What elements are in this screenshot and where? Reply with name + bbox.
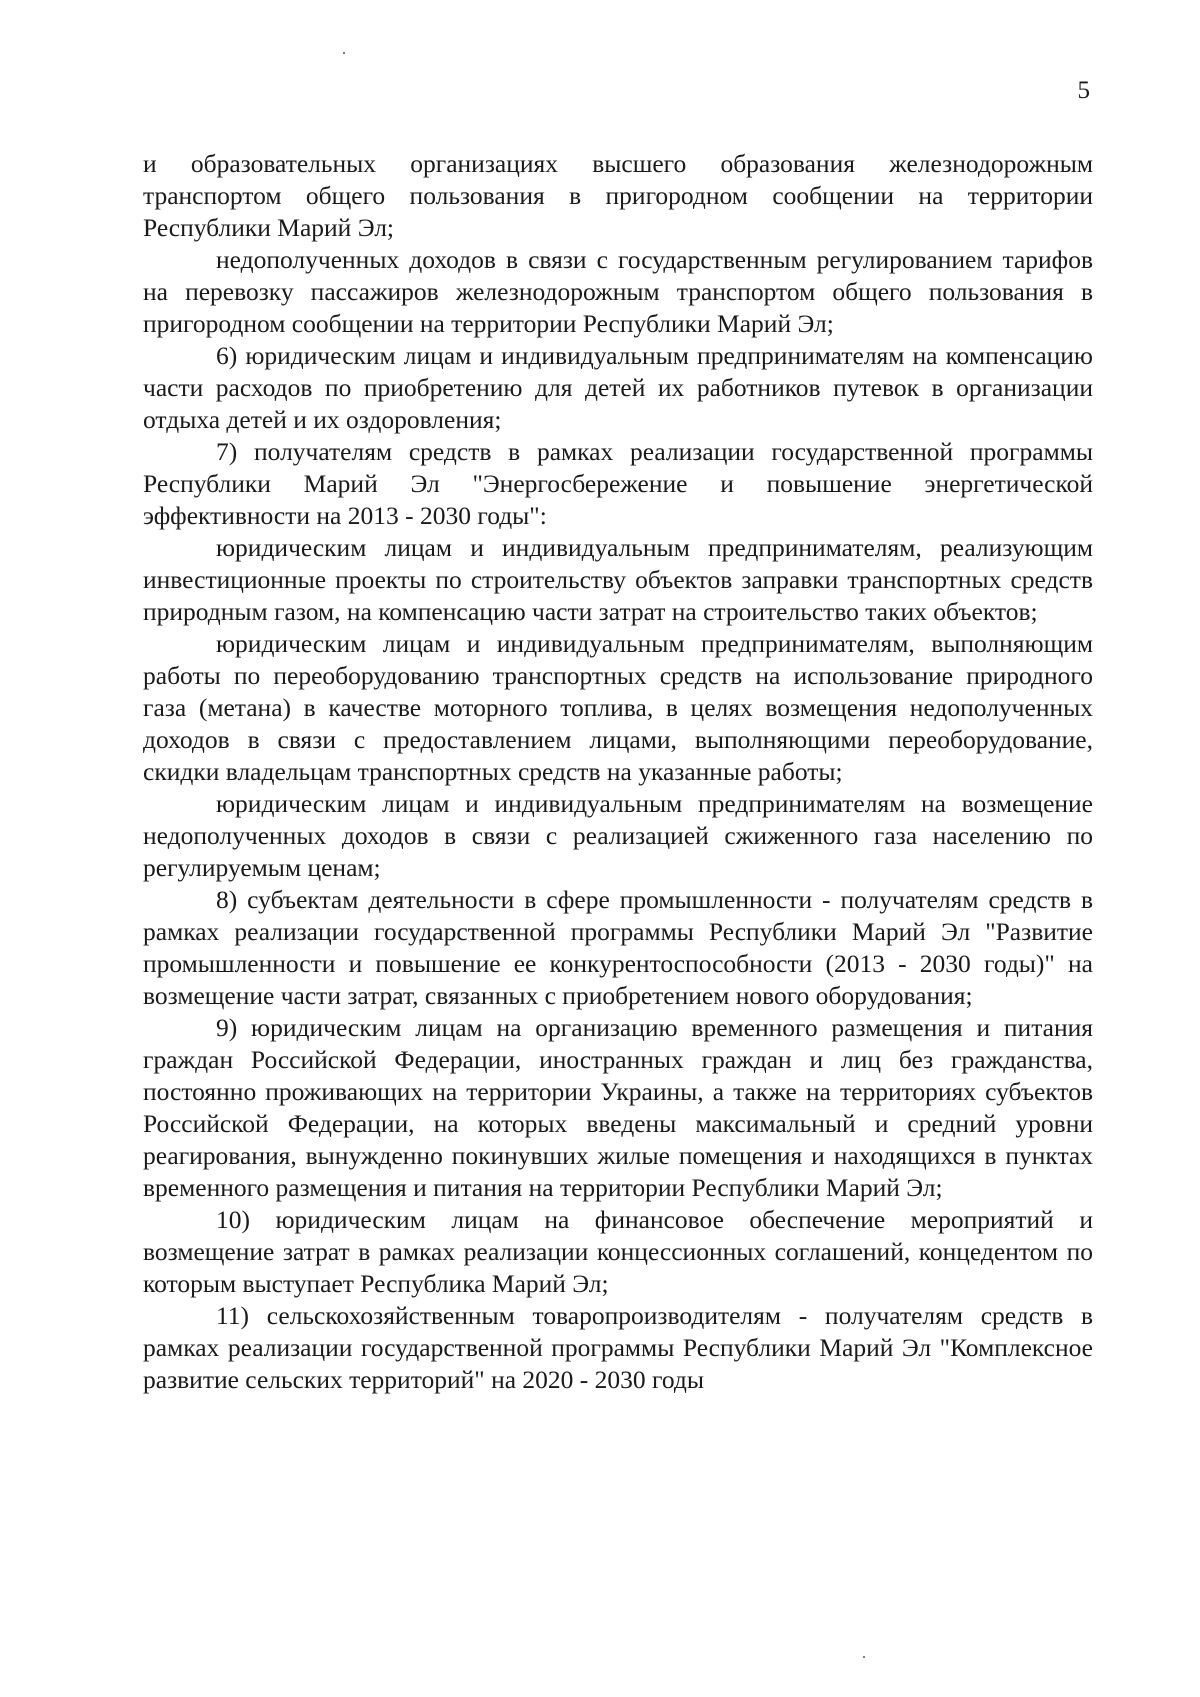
scan-speck	[343, 52, 345, 54]
paragraph: юридическим лицам и индивидуальным предпринимателям на возмещение недополученных доходов в связи с реализацией сжиженного газа населению по регулируемым ценам;	[143, 789, 1093, 882]
paragraph: и образовательных организациях высшего образования железнодорожным транспортом общего пользования в пригородном сообщении на территории Республики Марий Эл;	[143, 149, 1093, 242]
paragraph: недополученных доходов в связи с государственным регулированием тарифов на перевозку пассажиров железнодорожным транспортом общего пользования в пригородном сообщении на территории Республики Марий Эл;	[143, 245, 1093, 338]
paragraph-item-8: 8) субъектам деятельности в сфере промышленности - получателям средств в рамках реализации государственной программы Республики Марий Эл "Развитие промышленности и повышение ее конкурентоспособности (2013 - 2030 годы)" на возмещение части затрат, связанных с приобретением нового оборудования;	[143, 885, 1093, 1010]
document-body	[143, 148, 1093, 1396]
scan-speck	[863, 1656, 865, 1658]
paragraph-item-11: 11) сельскохозяйственным товаропроизводителям - получателям средств в рамках реализации государственной программы Республики Марий Эл "Комплексное развитие сельских территорий" на 2020 - 2030 годы	[143, 1301, 1093, 1394]
paragraph-item-6: 6) юридическим лицам и индивидуальным предпринимателям на компенсацию части расходов по приобретению для детей их работников путевок в организации отдыха детей и их оздоровления;	[143, 341, 1093, 434]
paragraph-item-10: 10) юридическим лицам на финансовое обеспечение мероприятий и возмещение затрат в рамках реализации концессионных соглашений, концедентом по которым выступает Республика Марий Эл;	[143, 1205, 1093, 1298]
page-number: 5	[1077, 77, 1090, 104]
paragraph-item-9: 9) юридическим лицам на организацию временного размещения и питания граждан Российской Федерации, иностранных граждан и лиц без гражданства, постоянно проживающих на территории Украины, а также на территориях субъектов Российской Федерации, на которых введены максимальный и средний уровни реагирования, вынужденно покинувших жилые помещения и находящихся в пунктах временного размещения и питания на территории Республики Марий Эл;	[143, 1013, 1093, 1202]
paragraph: юридическим лицам и индивидуальным предпринимателям, выполняющим работы по переоборудованию транспортных средств на использование природного газа (метана) в качестве моторного топлива, в целях возмещения недополученных доходов в связи с предоставлением лицами, выполняющими переоборудование, скидки владельцам транспортных средств на указанные работы;	[143, 629, 1093, 786]
paragraph: юридическим лицам и индивидуальным предпринимателям, реализующим инвестиционные проекты по строительству объектов заправки транспортных средств природным газом, на компенсацию части затрат на строительство таких объектов;	[143, 533, 1093, 626]
paragraph-item-7: 7) получателям средств в рамках реализации государственной программы Республики Марий Эл "Энергосбережение и повышение энергетической эффективности на 2013 - 2030 годы":	[143, 437, 1093, 530]
